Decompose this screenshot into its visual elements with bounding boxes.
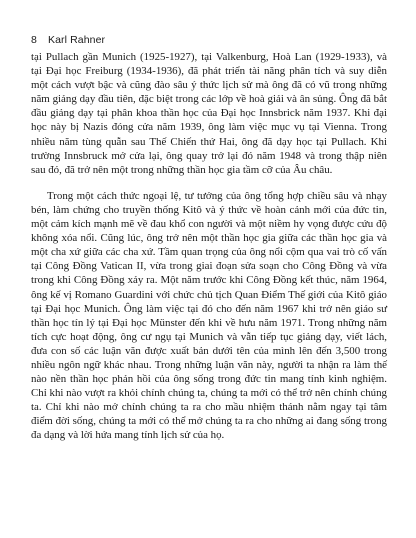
page-number: 8	[31, 34, 37, 46]
paragraph-2: Trong một cách thức ngoại lệ, tư tưởng của ông tổng hợp chiều sâu và nhạy bén, làm chứng cho truyền thống Kitô và ý thức về hoàn cảnh mới của đức tin, một cảm kích mạnh mẽ về đau khổ con người và một niềm hy vọng được cứu độ không xóa nổi. Cũng lúc, ông trở nên một thần học gia giữa các thần học gia và một cha xứ giữa các cha xứ. Tầm quan trọng của ông nổi cộm qua vai trò cố vấn tại Công Đồng Vatican II, vừa trong giai đoạn sửa soạn cho Công Đồng và vừa trong khi Công Đồng xảy ra. Một năm trước khi Công Đồng kết thúc, năm 1964, ông kế vị Romano Guardini với chức chủ tịch Quan Điểm Thế giới của Kitô giáo tại Đại học Munich. Ông làm việc tại đó cho đến năm 1967 khi trở nên giáo sư thần học tín lý tại Đại học Münster đến khi về hưu năm 1971. Trong những năm tích cực hoạt động, ông cư ngụ tại Munich và vẫn tiếp tục giảng dạy, viết lách, đưa con số các luận văn được xuất bản dưới tên của mình lên đến 3,500 trong nhiều ngôn ngữ khác nhau. Trong những luận văn này, người ta nhận ra làm thế nào nền thần học phản hồi của ông sống trong đức tin mang tính kinh nghiệm. Chỉ khi nào vượt ra khỏi chính chúng ta, chúng ta mới có thể trở nên chính chúng ta. Chỉ khi nào mở chính chúng ta ra cho mầu nhiệm thánh nằm ngay tại tâm điểm đời sống, chúng ta mới có thể mở chúng ta ra cho những ai đang sống trong đa dạng và lời hứa mang tính lịch sử của họ.	[31, 189, 387, 442]
body-text	[31, 50, 387, 443]
paragraph-1: tại Pullach gần Munich (1925-1927), tại Valkenburg, Hoà Lan (1929-1933), và tại Đại học Freiburg (1934-1936), đã phát triển tài năng phân tích và suy diễn một cách vượt bậc và cũng đào sâu ý thức lịch sử mà ông đã có vũ trong những năm giảng dạy đầu tiên, đặc biệt trong các lớp về hoà giải và ân sủng. Ông đã bắt đầu giảng dạy tại phân khoa thần học của Đại học Innsbrick năm 1937. Khi đại học này bị Nazis đóng cửa năm 1939, ông làm việc mục vụ tại Vienna. Trong nhiều năm tùng quẫn sau Thế Chiến thứ Hai, ông đã dạy học tại Pullach. Khi trường Innsbruck mở cửa lại, ông quay trở lại đó năm 1948 và trong thập niên sau đó, đã trở nên một trong những thần học gia tầm cỡ của Âu châu.	[31, 51, 387, 176]
running-head	[31, 34, 105, 46]
running-head-author: Karl Rahner	[47, 34, 106, 46]
